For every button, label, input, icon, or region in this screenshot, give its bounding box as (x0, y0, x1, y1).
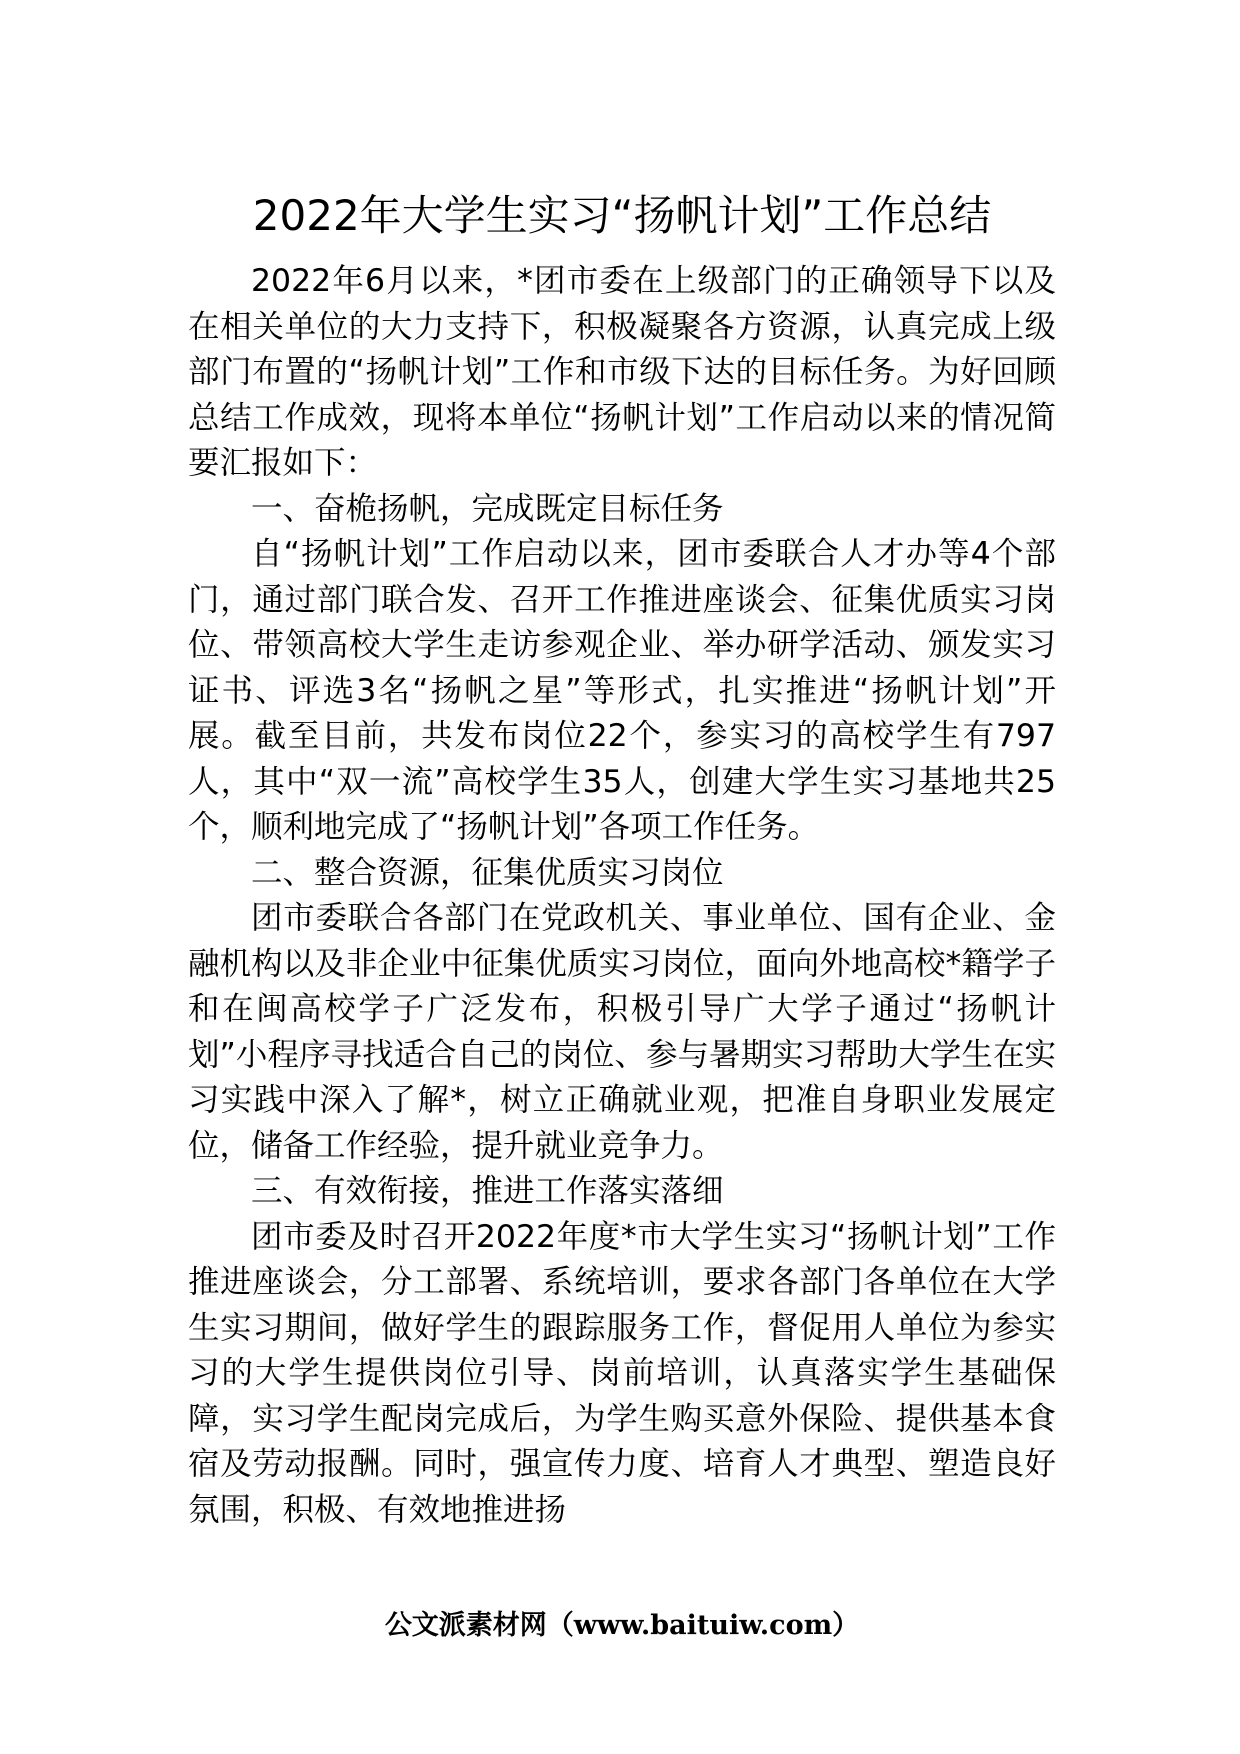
section-2-heading: 二、整合资源，征集优质实习岗位 (251, 854, 724, 891)
section-3-heading: 三、有效衔接，推进工作落实落细 (251, 1173, 724, 1209)
intro-paragraph: 2022年6月以来，*团市委在上级部门的正确领导下以及在相关单位的大力支持下，积极凝聚各方资源，认真完成上级部门布置的“扬帆计划”工作和市级下达的目标任务。为好回顾总结工作成效，现将本单位“扬帆计划”工作启动以来的情况简要汇报如下： (188, 263, 1056, 481)
section-2-body: 团市委联合各部门在党政机关、事业单位、国有企业、金融机构以及非企业中征集优质实习岗位，面向外地高校*籍学子和在闽高校学子广泛发布，积极引导广大学子通过“扬帆计划”小程序寻找适合自己的岗位、参与暑期实习帮助大学生在实习实践中深入了解*，树立正确就业观，把准自身职业发展定位，储备工作经验，提升就业竞争力。 (188, 900, 1056, 1164)
footer-watermark: 公文派素材网（www.baituiw.com） (384, 1610, 860, 1641)
document-body (188, 259, 1056, 1533)
section-1-heading: 一、奋桅扬帆，完成既定目标任务 (251, 490, 724, 527)
section-3-body: 团市委及时召开2022年度*市大学生实习“扬帆计划”工作推进座谈会，分工部署、系统培训，要求各部门各单位在大学生实习期间，做好学生的跟踪服务工作，督促用人单位为参实习的大学生提供岗位引导、岗前培训，认真落实学生基础保障，实习学生配岗完成后，为学生购买意外保险、提供基本食宿及劳动报酬。同时，强宣传力度、培育人才典型、塑造良好氛围，积极、有效地推进扬 (188, 1218, 1056, 1528)
section-1-body: 自“扬帆计划”工作启动以来，团市委联合人才办等4个部门，通过部门联合发、召开工作推进座谈会、征集优质实习岗位、带领高校大学生走访参观企业、举办研学活动、颁发实习证书、评选3名“扬帆之星”等形式，扎实推进“扬帆计划”开展。截至目前，共发布岗位22个，参实习的高校学生有797人，其中“双一流”高校学生35人，创建大学生实习基地共25个，顺利地完成了“扬帆计划”各项工作任务。 (188, 536, 1056, 845)
document-title: 2022年大学生实习“扬帆计划”工作总结 (252, 191, 992, 240)
